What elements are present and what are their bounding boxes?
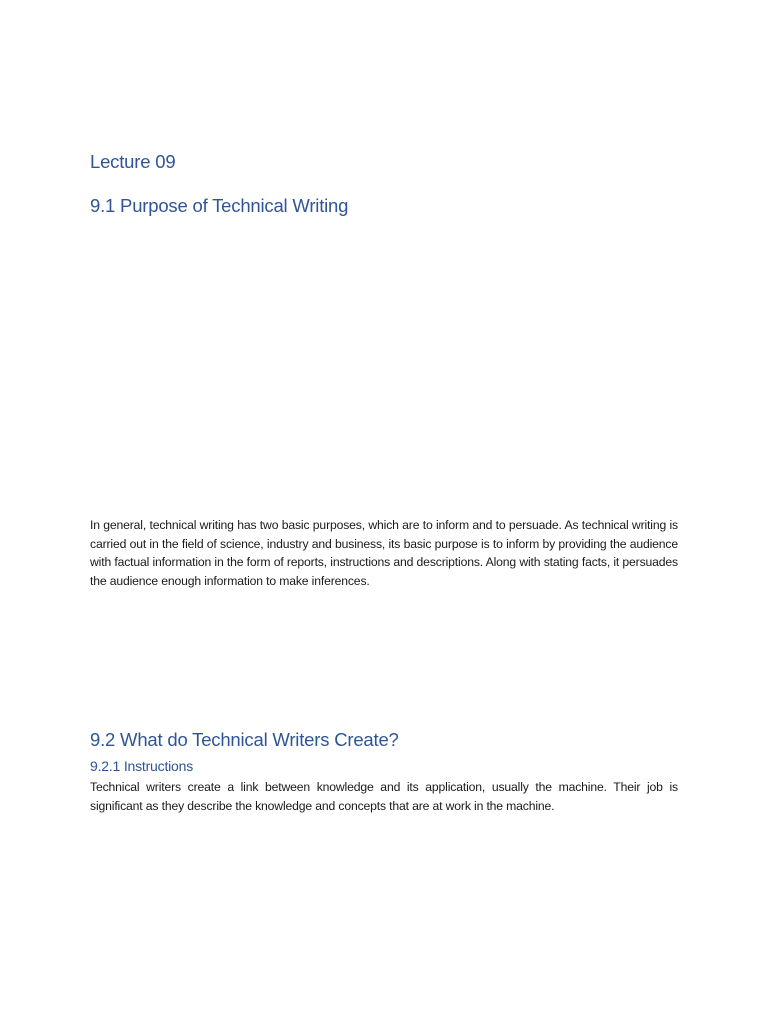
lecture-title: Lecture 09 xyxy=(90,151,176,172)
subsection-heading-instructions: 9.2.1 Instructions xyxy=(90,758,194,774)
section-paragraph-purpose: In general, technical writing has two basic purposes, which are to inform and to persuade. As technical writing is carried out in the field of science, industry and business, its basic purpose is to inform by providing the audience with factual information in the form of reports, instructions and descriptions. Along with stating facts, it persuades the audience enough information to make inferences. xyxy=(90,518,678,589)
section-heading-writers-create: 9.2 What do Technical Writers Create? xyxy=(90,729,399,750)
section-heading-purpose: 9.1 Purpose of Technical Writing xyxy=(90,195,349,216)
subsection-paragraph-instructions: Technical writers create a link between knowledge and its application, usually the machine. Their job is significant as they describe the knowledge and concepts that are at work in the machine. xyxy=(90,780,678,813)
